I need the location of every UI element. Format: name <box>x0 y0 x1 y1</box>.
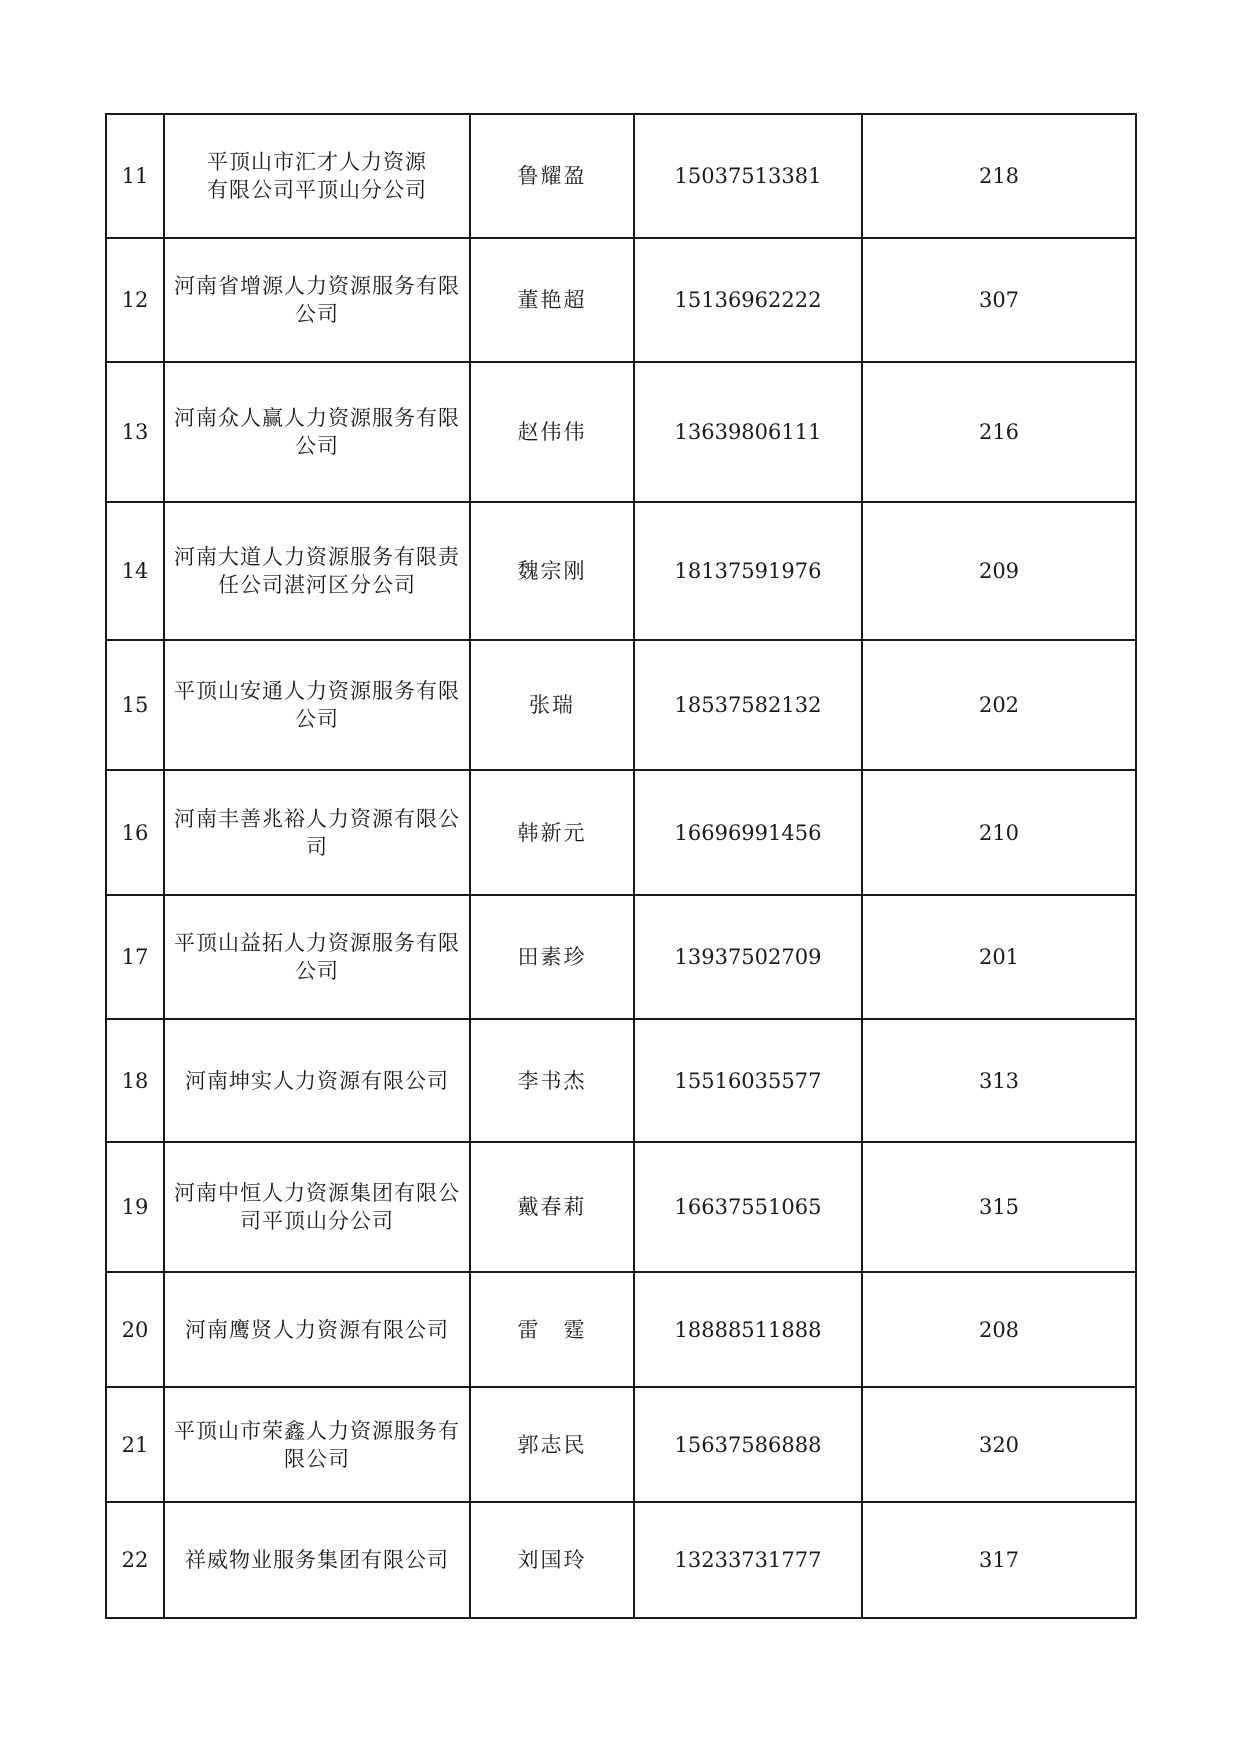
row-number-cell: 15 <box>106 640 164 770</box>
value-cell: 208 <box>862 1272 1136 1387</box>
row-number-cell: 13 <box>106 362 164 502</box>
contact-cell: 李书杰 <box>470 1019 634 1142</box>
table-row <box>106 770 1136 895</box>
company-cell: 平顶山市汇才人力资源 有限公司平顶山分公司 <box>164 114 470 238</box>
row-number-cell: 18 <box>106 1019 164 1142</box>
company-cell: 平顶山市荣鑫人力资源服务有 限公司 <box>164 1387 470 1502</box>
value-cell: 317 <box>862 1502 1136 1618</box>
contact-cell: 雷 霆 <box>470 1272 634 1387</box>
row-number-cell: 14 <box>106 502 164 640</box>
phone-cell: 13639806111 <box>634 362 862 502</box>
row-number-cell: 22 <box>106 1502 164 1618</box>
phone-cell: 16696991456 <box>634 770 862 895</box>
table-row <box>106 1019 1136 1142</box>
table-row <box>106 362 1136 502</box>
value-cell: 216 <box>862 362 1136 502</box>
table-row <box>106 640 1136 770</box>
phone-cell: 18888511888 <box>634 1272 862 1387</box>
phone-cell: 18537582132 <box>634 640 862 770</box>
row-number-cell: 17 <box>106 895 164 1019</box>
value-cell: 218 <box>862 114 1136 238</box>
contact-cell: 张瑞 <box>470 640 634 770</box>
phone-cell: 15037513381 <box>634 114 862 238</box>
row-number-cell: 20 <box>106 1272 164 1387</box>
contact-cell: 赵伟伟 <box>470 362 634 502</box>
table-row <box>106 1142 1136 1272</box>
table-row <box>106 114 1136 238</box>
company-cell: 平顶山益拓人力资源服务有限 公司 <box>164 895 470 1019</box>
row-number-cell: 19 <box>106 1142 164 1272</box>
row-number-cell: 16 <box>106 770 164 895</box>
table-body <box>106 114 1136 1618</box>
row-number-cell: 12 <box>106 238 164 362</box>
company-cell: 祥威物业服务集团有限公司 <box>164 1502 470 1618</box>
company-cell: 河南大道人力资源服务有限责 任公司湛河区分公司 <box>164 502 470 640</box>
company-cell: 河南鹰贤人力资源有限公司 <box>164 1272 470 1387</box>
value-cell: 202 <box>862 640 1136 770</box>
contact-cell: 郭志民 <box>470 1387 634 1502</box>
table-row <box>106 1272 1136 1387</box>
row-number-cell: 11 <box>106 114 164 238</box>
table-row <box>106 1387 1136 1502</box>
company-contact-table <box>105 113 1137 1619</box>
phone-cell: 13233731777 <box>634 1502 862 1618</box>
phone-cell: 15637586888 <box>634 1387 862 1502</box>
contact-cell: 戴春莉 <box>470 1142 634 1272</box>
value-cell: 315 <box>862 1142 1136 1272</box>
contact-cell: 田素珍 <box>470 895 634 1019</box>
value-cell: 313 <box>862 1019 1136 1142</box>
row-number-cell: 21 <box>106 1387 164 1502</box>
table-row <box>106 1502 1136 1618</box>
table-row <box>106 502 1136 640</box>
company-cell: 河南丰善兆裕人力资源有限公 司 <box>164 770 470 895</box>
contact-cell: 董艳超 <box>470 238 634 362</box>
company-cell: 河南坤实人力资源有限公司 <box>164 1019 470 1142</box>
phone-cell: 18137591976 <box>634 502 862 640</box>
contact-cell: 魏宗刚 <box>470 502 634 640</box>
contact-cell: 鲁耀盈 <box>470 114 634 238</box>
phone-cell: 13937502709 <box>634 895 862 1019</box>
company-cell: 河南省增源人力资源服务有限 公司 <box>164 238 470 362</box>
value-cell: 320 <box>862 1387 1136 1502</box>
value-cell: 307 <box>862 238 1136 362</box>
company-cell: 平顶山安通人力资源服务有限 公司 <box>164 640 470 770</box>
value-cell: 209 <box>862 502 1136 640</box>
table-row <box>106 895 1136 1019</box>
phone-cell: 15136962222 <box>634 238 862 362</box>
contact-cell: 刘国玲 <box>470 1502 634 1618</box>
value-cell: 201 <box>862 895 1136 1019</box>
phone-cell: 15516035577 <box>634 1019 862 1142</box>
company-cell: 河南众人赢人力资源服务有限 公司 <box>164 362 470 502</box>
table-row <box>106 238 1136 362</box>
phone-cell: 16637551065 <box>634 1142 862 1272</box>
contact-cell: 韩新元 <box>470 770 634 895</box>
company-cell: 河南中恒人力资源集团有限公 司平顶山分公司 <box>164 1142 470 1272</box>
value-cell: 210 <box>862 770 1136 895</box>
